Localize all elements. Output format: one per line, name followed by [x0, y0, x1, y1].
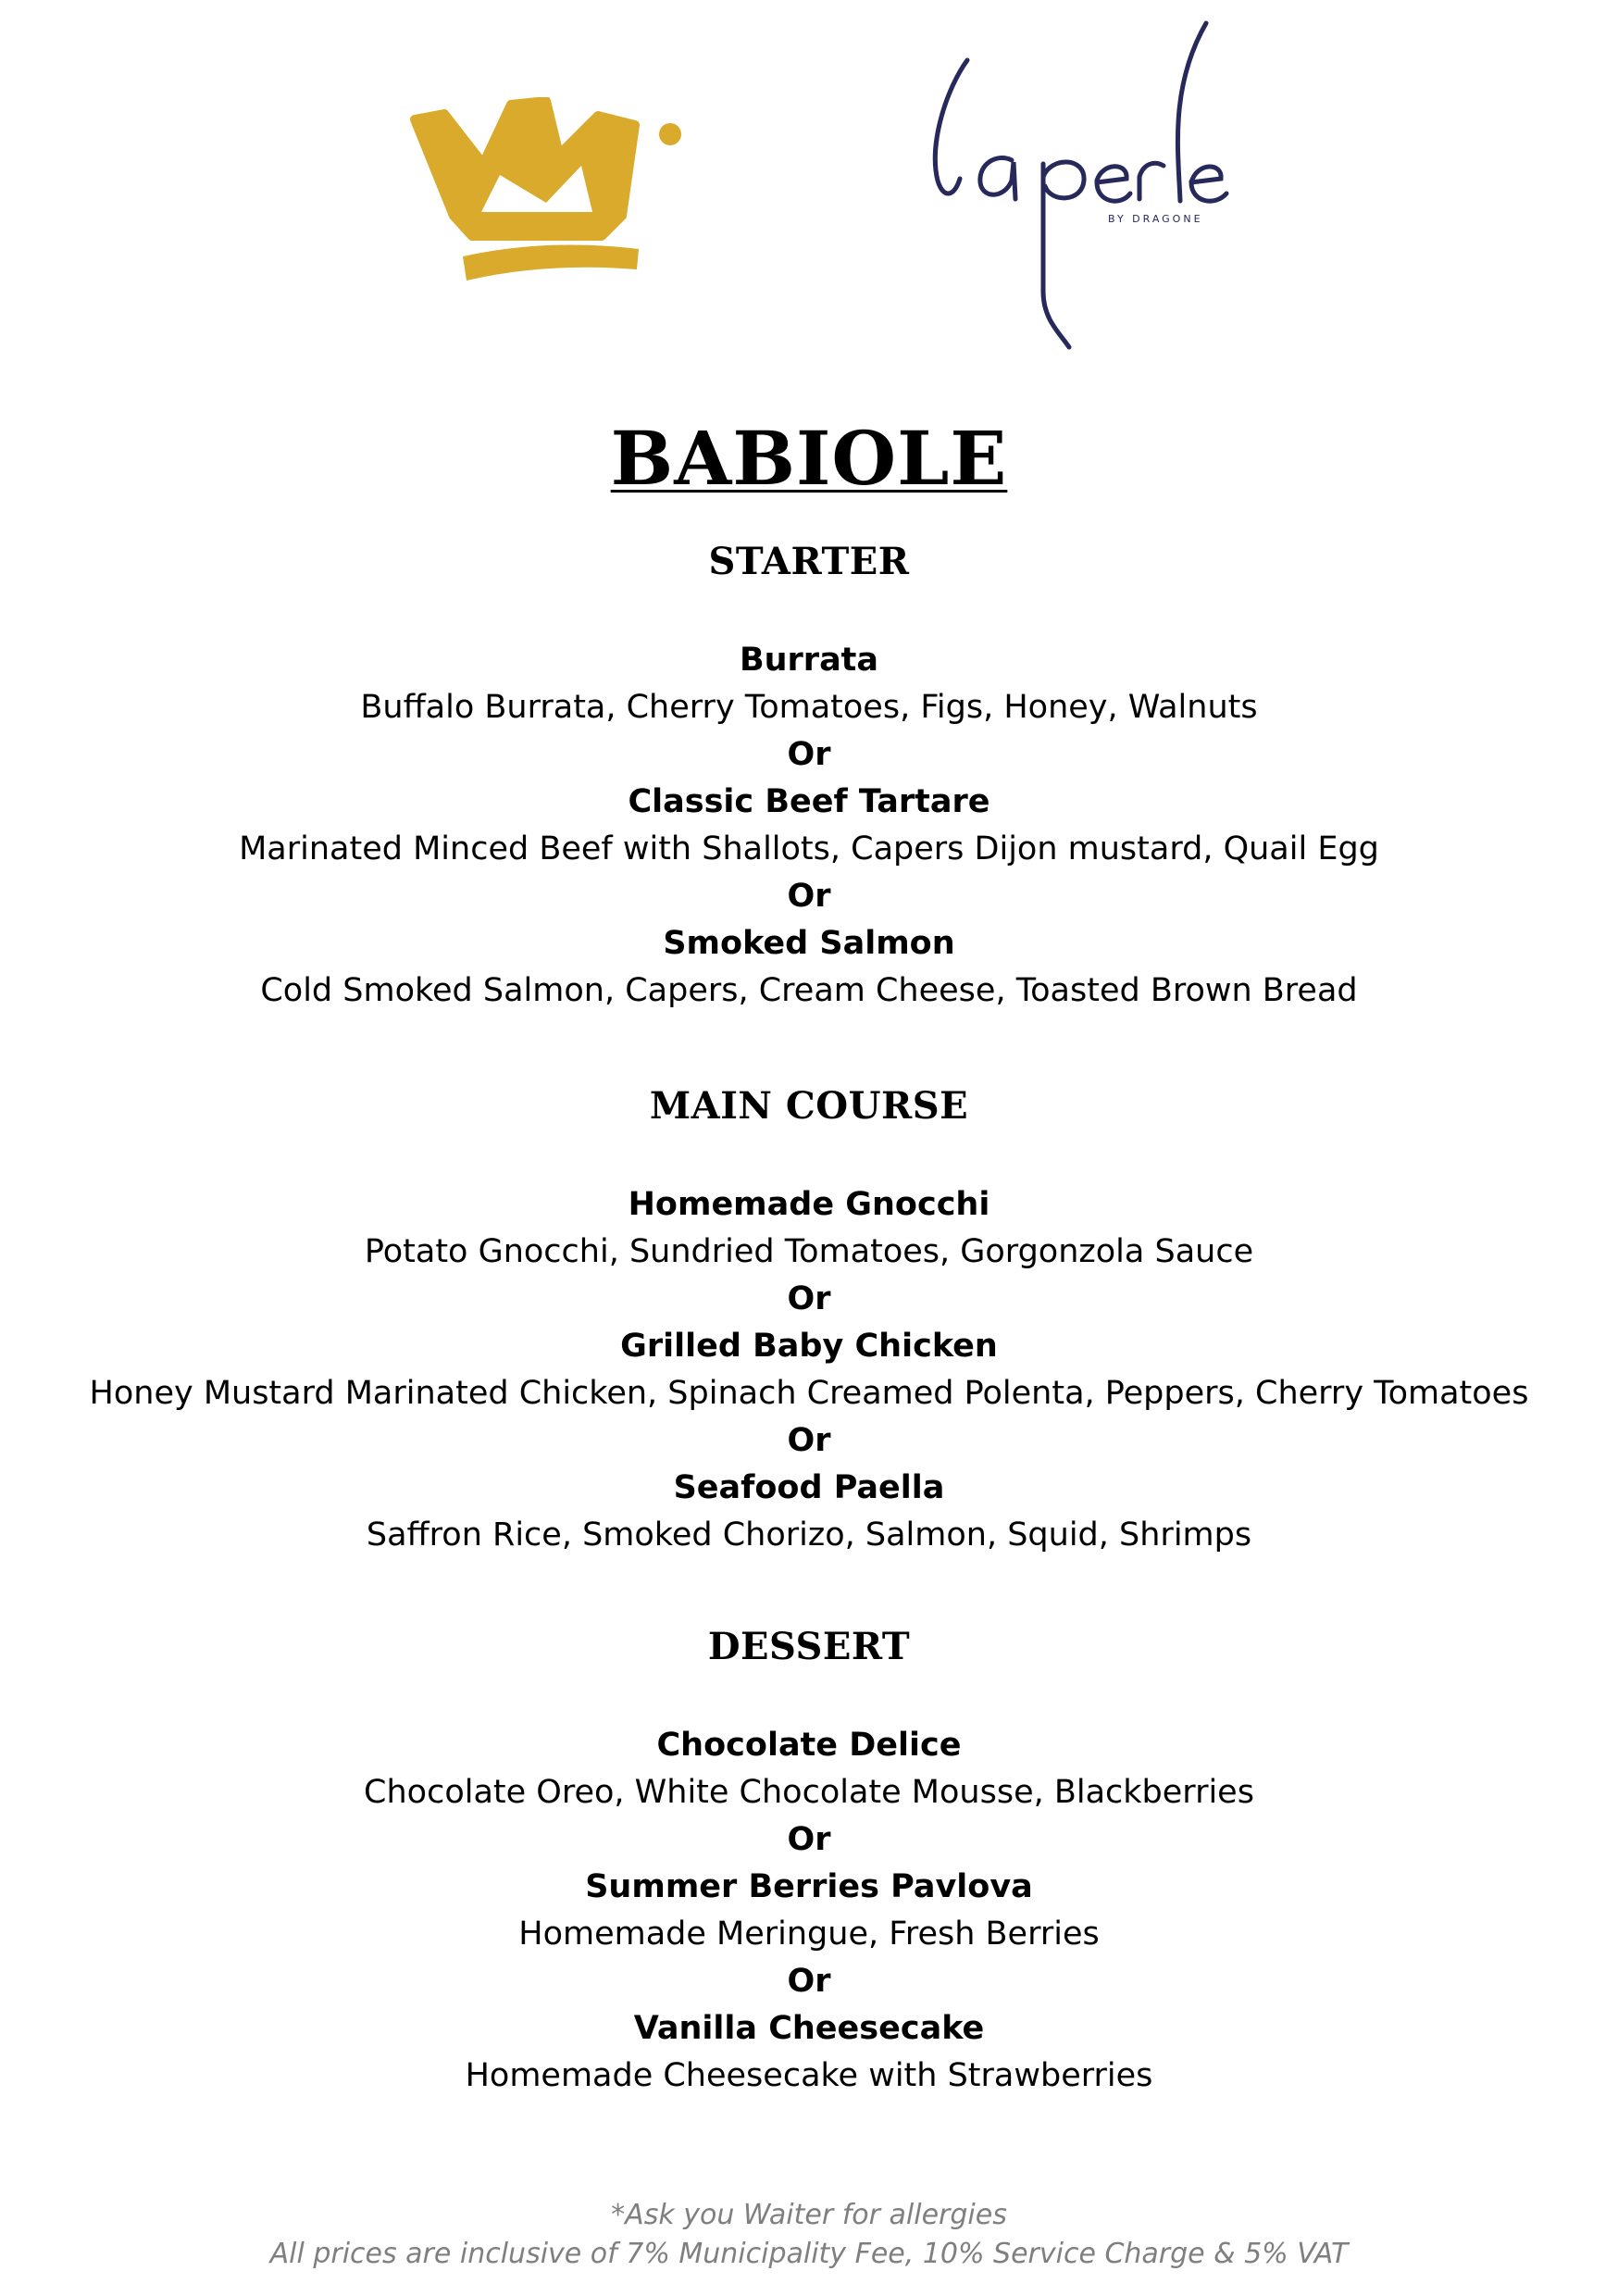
item-desc-pavlova: Homemade Meringue, Fresh Berries [518, 1915, 1100, 1953]
item-desc-baby-chicken: Honey Mustard Marinated Chicken, Spinach Creamed Polenta, Peppers, Cherry Tomatoes [89, 1375, 1529, 1412]
or-separator: Or [787, 1963, 831, 2000]
item-name-burrata: Burrata [739, 642, 879, 679]
item-desc-paella: Saffron Rice, Smoked Chorizo, Salmon, Squid, Shrimps [366, 1516, 1252, 1554]
item-name-paella: Seafood Paella [673, 1469, 945, 1506]
or-separator: Or [787, 1280, 831, 1317]
section-title-main-course: MAIN COURSE [649, 1084, 969, 1128]
item-desc-burrata: Buffalo Burrata, Cherry Tomatoes, Figs, Honey, Walnuts [360, 689, 1258, 726]
price-note: All prices are inclusive of 7% Municipality Fee, 10% Service Charge & 5% VAT [269, 2238, 1349, 2270]
crown-logo-body [415, 101, 635, 236]
item-desc-smoked-salmon: Cold Smoked Salmon, Capers, Cream Cheese, Toasted Brown Bread [260, 972, 1358, 1009]
item-name-gnocchi: Homemade Gnocchi [628, 1186, 990, 1223]
allergy-note: *Ask you Waiter for allergies [611, 2199, 1007, 2231]
footer-notes [0, 2196, 1618, 2274]
menu-title: BABIOLE [610, 415, 1008, 502]
crown-logo-dot [659, 123, 681, 145]
section-starter [0, 530, 1618, 1015]
item-name-cheesecake: Vanilla Cheesecake [633, 2010, 985, 2047]
or-separator: Or [787, 1821, 831, 1858]
la-perle-logo [921, 14, 1240, 352]
section-title-dessert: DESSERT [707, 1625, 911, 1668]
or-separator: Or [787, 736, 831, 773]
la-perle-byline: BY DRAGONE [1108, 213, 1203, 225]
crown-logo [407, 97, 694, 292]
item-desc-gnocchi: Potato Gnocchi, Sundried Tomatoes, Gorgonzola Sauce [364, 1233, 1254, 1270]
or-separator: Or [787, 1422, 831, 1459]
or-separator: Or [787, 878, 831, 915]
item-name-chocolate-delice: Chocolate Delice [656, 1727, 962, 1764]
crown-logo-base [463, 245, 639, 281]
section-main-course [0, 1074, 1618, 1559]
section-dessert [0, 1615, 1618, 2100]
section-title-starter: STARTER [708, 540, 910, 583]
item-desc-cheesecake: Homemade Cheesecake with Strawberries [465, 2057, 1153, 2094]
item-name-smoked-salmon: Smoked Salmon [663, 925, 955, 962]
item-name-baby-chicken: Grilled Baby Chicken [620, 1328, 998, 1365]
item-name-pavlova: Summer Berries Pavlova [585, 1868, 1033, 1905]
menu-content [0, 407, 1618, 2100]
item-desc-beef-tartare: Marinated Minced Beef with Shallots, Capers Dijon mustard, Quail Egg [239, 830, 1379, 867]
item-name-beef-tartare: Classic Beef Tartare [628, 783, 990, 820]
item-desc-chocolate-delice: Chocolate Oreo, White Chocolate Mousse, Blackberries [364, 1774, 1254, 1811]
